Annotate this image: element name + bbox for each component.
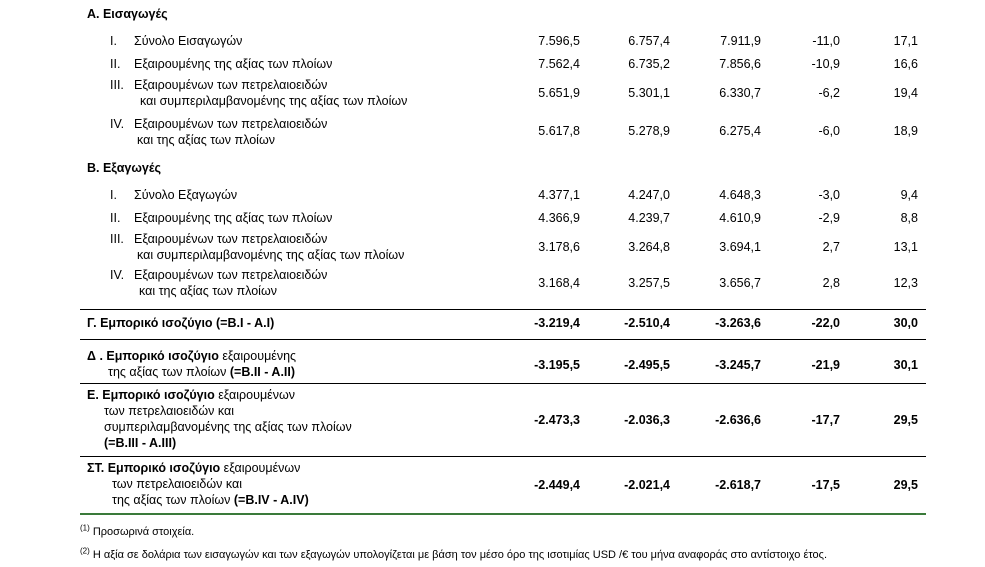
value-cell: 30,1 [893,358,918,372]
value-cell: 9,4 [900,188,918,202]
value-cell: 16,6 [893,57,918,71]
section-heading-exports: Β. Εξαγωγές [87,161,162,175]
value-cell: -2.449,4 [534,478,580,492]
value-cell: 6.275,4 [719,124,761,138]
value-cell: 4.648,3 [719,188,761,202]
balance-label-e-formula: (=Β.III - A.III) [104,436,177,450]
value-cell: 17,1 [893,34,918,48]
value-cell: 2,7 [822,240,840,254]
value-cell: -6,0 [818,124,840,138]
value-cell: 2,8 [822,276,840,290]
value-cell: 4.377,1 [538,188,580,202]
value-cell: -2.495,5 [624,358,670,372]
value-cell: -3.263,6 [715,316,761,330]
row-label: Εξαιρουμένων των πετρελαιοειδών [134,232,328,246]
value-cell: 6.757,4 [628,34,670,48]
value-cell: 3.656,7 [719,276,761,290]
value-cell: 3.178,6 [538,240,580,254]
value-cell: 3.264,8 [628,240,670,254]
section-heading-imports: Α. Εισαγωγές [87,7,168,21]
footnote-1: $^{(1)}$ Προσωρινά στοιχεία. [80,523,195,538]
value-cell: 12,3 [893,276,918,290]
row-label: Εξαιρουμένης της αξίας των πλοίων [134,57,333,71]
value-cell: 8,8 [900,211,918,225]
value-cell: 4.247,0 [628,188,670,202]
value-cell: 5.651,9 [538,86,580,100]
row-number: III. [110,78,124,92]
value-cell: -17,7 [811,413,840,427]
value-cell: -2.021,4 [624,478,670,492]
value-cell: 13,1 [893,240,918,254]
value-cell: -2.636,6 [715,413,761,427]
row-number: I. [110,188,117,202]
row-number: II. [110,57,121,71]
value-cell: -3.195,5 [534,358,580,372]
value-cell: 4.610,9 [719,211,761,225]
balance-label-st-continued: των πετρελαιοειδών και [112,477,242,491]
value-cell: -22,0 [811,316,840,330]
value-cell: 5.617,8 [538,124,580,138]
row-label-continued: και συμπεριλαμβανομένης της αξίας των πλοίων [137,248,405,262]
value-cell: 3.257,5 [628,276,670,290]
row-label: Σύνολο Εισαγωγών [134,34,243,48]
value-cell: 29,5 [893,478,918,492]
table-rule [80,309,926,310]
value-cell: -3,0 [818,188,840,202]
row-label-continued: και της αξίας των πλοίων [137,133,275,147]
value-cell: -6,2 [818,86,840,100]
value-cell: 5.278,9 [628,124,670,138]
balance-label-e: Ε. Εμπορικό ισοζύγιο εξαιρουμένων [87,388,295,402]
row-label: Εξαιρουμένης της αξίας των πλοίων [134,211,333,225]
footnote-2: $^{(2)}$ Η αξία σε δολάρια των εισαγωγών και των εξαγωγών υπολογίζεται με βάση τον μέσο όρο της ισοτιμίας USD /€ του μήνα αναφοράς στο αντίστοιχο έτος. [80,546,828,561]
row-number: II. [110,211,121,225]
value-cell: 4.366,9 [538,211,580,225]
row-number: I. [110,34,117,48]
value-cell: 6.330,7 [719,86,761,100]
value-cell: -17,5 [811,478,840,492]
balance-label-g: Γ. Εμπορικό ισοζύγιο (=Β.I - A.I) [87,316,275,330]
row-number: IV. [110,268,125,282]
value-cell: 3.694,1 [719,240,761,254]
value-cell: -10,9 [811,57,840,71]
value-cell: 29,5 [893,413,918,427]
balance-label-d-continued: της αξίας των πλοίων (=Β.II - A.II) [108,365,296,379]
value-cell: -11,0 [812,34,840,48]
value-cell: 4.239,7 [628,211,670,225]
value-cell: 3.168,4 [538,276,580,290]
value-cell: 7.911,9 [720,34,761,48]
balance-label-e-continued: συμπεριλαμβανομένης της αξίας των πλοίων [104,420,352,434]
balance-label-e-continued: των πετρελαιοειδών και [104,404,234,418]
value-cell: 7.856,6 [719,57,761,71]
value-cell: -2.510,4 [624,316,670,330]
table-rule [80,339,926,340]
table-bottom-rule [80,513,926,515]
value-cell: -2,9 [818,211,840,225]
row-label-continued: και συμπεριλαμβανομένης της αξίας των πλοίων [140,94,408,108]
value-cell: -2.618,7 [715,478,761,492]
value-cell: 7.596,5 [538,34,580,48]
value-cell: -3.245,7 [715,358,761,372]
row-label: Εξαιρουμένων των πετρελαιοειδών [134,117,328,131]
value-cell: 30,0 [893,316,918,330]
row-number: III. [110,232,124,246]
value-cell: 6.735,2 [628,57,670,71]
table-rule [80,383,926,384]
value-cell: 5.301,1 [628,86,670,100]
value-cell: 18,9 [893,124,918,138]
balance-label-d: Δ . Εμπορικό ισοζύγιο εξαιρουμένης [87,349,297,363]
row-label: Σύνολο Εξαγωγών [134,188,238,202]
balance-label-st: ΣΤ. Εμπορικό ισοζύγιο εξαιρουμένων [87,461,301,475]
value-cell: -3.219,4 [534,316,580,330]
row-number: IV. [110,117,125,131]
value-cell: -2.036,3 [624,413,670,427]
balance-label-st-continued: της αξίας των πλοίων (=Β.IV - A.IV) [112,493,309,507]
value-cell: -2.473,3 [534,413,580,427]
value-cell: -21,9 [811,358,840,372]
table-rule [80,456,926,457]
row-label: Εξαιρουμένων των πετρελαιοειδών [134,78,328,92]
value-cell: 19,4 [893,86,918,100]
value-cell: 7.562,4 [538,57,580,71]
row-label: Εξαιρουμένων των πετρελαιοειδών [134,268,328,282]
row-label-continued: και της αξίας των πλοίων [139,284,277,298]
